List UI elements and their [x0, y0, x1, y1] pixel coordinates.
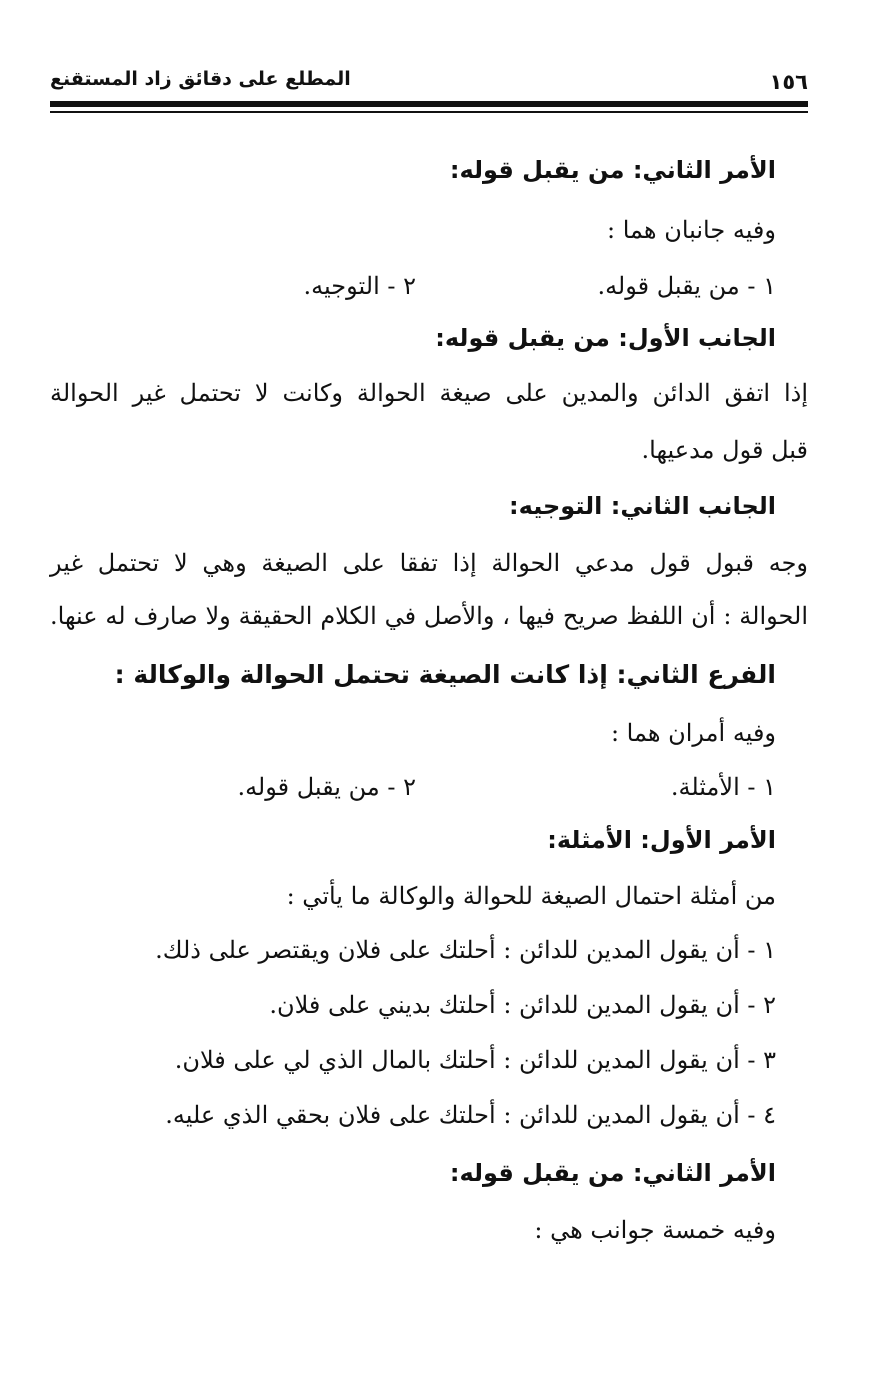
paragraph-examples-intro: من أمثلة احتمال الصيغة للحوالة والوكالة ما يأتي :: [286, 882, 776, 910]
example-item: ٣ - أن يقول المدين للدائن : أحلتك بالمال الذي لي على فلان.: [174, 1046, 776, 1074]
section-heading-second-matter: الأمر الثاني: من يقبل قوله:: [449, 156, 776, 184]
running-title: المطلع على دقائق زاد المستقنع: [50, 68, 351, 90]
list-item: ١ - من يقبل قوله.: [597, 272, 776, 300]
list-item: ٢ - التوجيه.: [303, 272, 416, 300]
section-heading-second-branch: الفرع الثاني: إذا كانت الصيغة تحتمل الحوالة والوكالة :: [114, 660, 776, 689]
paragraph-line: إذا اتفق الدائن والمدين على صيغة الحوالة وكانت لا تحتمل غير الحوالة: [50, 379, 808, 407]
paragraph-five-aspects: وفيه خمسة جوانب هي :: [534, 1216, 776, 1244]
paragraph-two-matters: وفيه أمران هما :: [610, 719, 776, 747]
example-item: ٤ - أن يقول المدين للدائن : أحلتك على فلان بحقي الذي عليه.: [165, 1101, 776, 1129]
header-rule-thick: [50, 101, 808, 107]
list-item: ٢ - من يقبل قوله.: [237, 773, 416, 801]
page-header: [50, 62, 808, 96]
section-heading-second-aspect: الجانب الثاني: التوجيه:: [509, 492, 776, 520]
example-item: ٢ - أن يقول المدين للدائن : أحلتك بديني على فلان.: [269, 991, 776, 1019]
section-heading-first-aspect: الجانب الأول: من يقبل قوله:: [435, 324, 776, 352]
list-item: ١ - الأمثلة.: [670, 773, 776, 801]
paragraph-two-aspects: وفيه جانبان هما :: [607, 216, 776, 244]
page-number: ١٥٦: [769, 70, 808, 94]
paragraph-line: قبل قول مدعيها.: [641, 436, 808, 464]
paragraph-line: الحوالة : أن اللفظ صريح فيها ، والأصل في الكلام الحقيقة ولا صارف له عنها.: [50, 602, 808, 630]
example-item: ١ - أن يقول المدين للدائن : أحلتك على فلان ويقتصر على ذلك.: [155, 936, 776, 964]
section-heading-second-matter-2: الأمر الثاني: من يقبل قوله:: [449, 1159, 776, 1187]
header-rule-thin: [50, 111, 808, 113]
section-heading-first-matter: الأمر الأول: الأمثلة:: [547, 826, 776, 854]
paragraph-line: وجه قبول قول مدعي الحوالة إذا تفقا على الصيغة وهي لا تحتمل غير: [50, 549, 808, 577]
